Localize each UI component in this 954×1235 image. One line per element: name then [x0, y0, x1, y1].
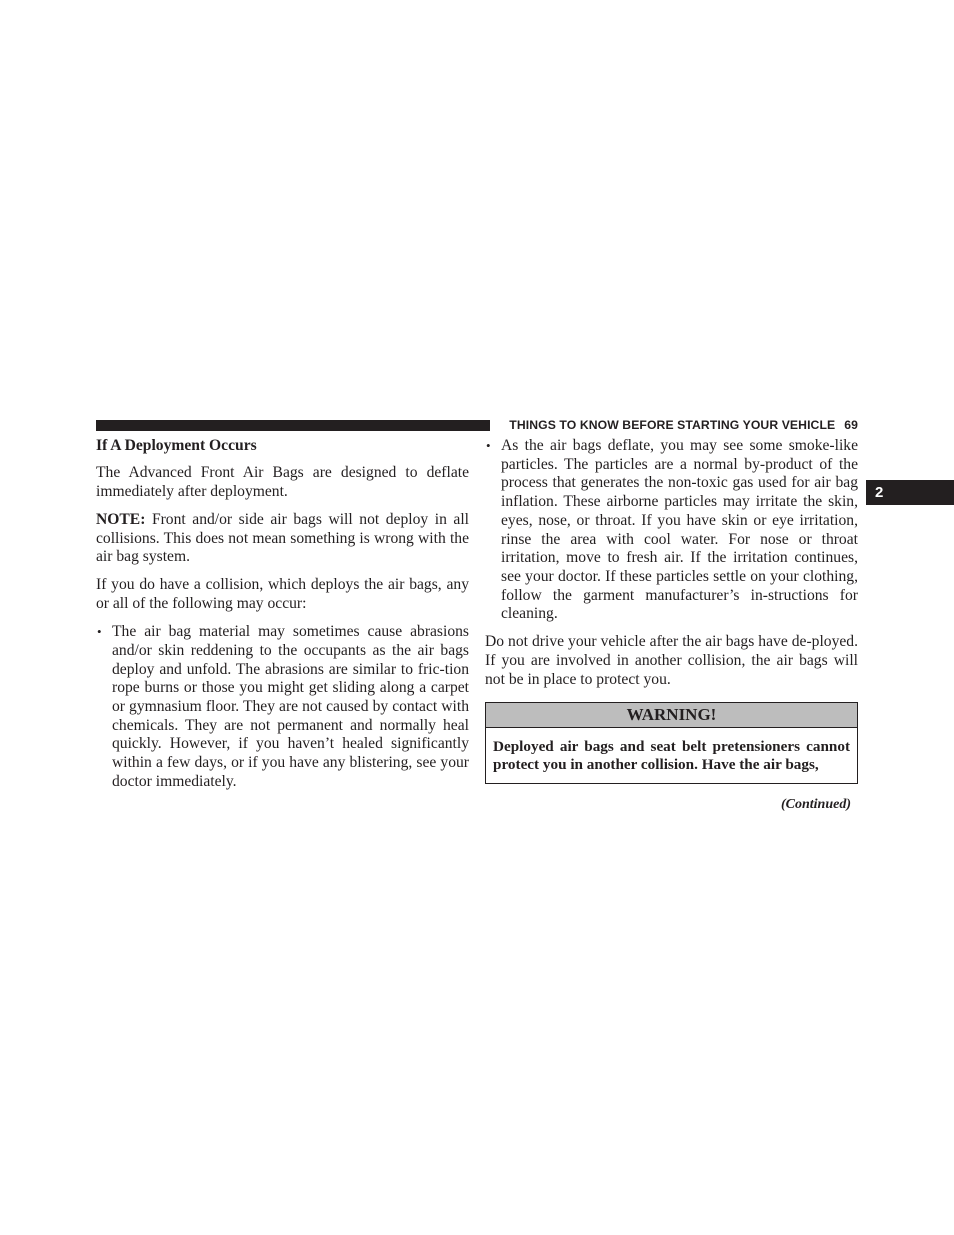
list-item-text: As the air bags deflate, you may see some smoke-like particles. The particles are a normal by-product of the process that generates the non-toxic gas used for air bag inflation. These airborne particles may irritate the skin, eyes, nose, or throat. If you have skin or eye irritation, rinse the area with cool water. For nose or throat irritation, move to fresh air. If the irritation continues, see your doctor. If these particles settle on your clothing, follow the garment manufacturer’s in-structions for cleaning. — [501, 437, 858, 623]
chapter-tab-number: 2 — [875, 484, 884, 501]
note-text: Front and/or side air bags will not deploy in all collisions. This does not mean something is wrong with the air bag system. — [96, 510, 469, 566]
paragraph-do-not-drive: Do not drive your vehicle after the air bags have de-ployed. If you are involved in another collision, the air bags will not be in place to protect you. — [485, 633, 858, 688]
chapter-tab — [866, 480, 954, 505]
list-item-text: The air bag material may sometimes cause abrasions and/or skin reddening to the occupants as the air bags deploy and unfold. The abrasions are similar to fric-tion rope burns or those you might get sliding along a carpet or gymnasium floor. They are not caused by contact with chemicals. They are not permanent and normally heal quickly. However, if you haven’t healed significantly within a few days, or if you have any blistering, see your doctor immediately. — [112, 623, 469, 790]
note-paragraph — [96, 511, 469, 567]
bullet-list-left — [96, 623, 469, 791]
section-heading: If A Deployment Occurs — [96, 437, 257, 454]
note-label: NOTE: — [96, 510, 146, 528]
bullet-icon: • — [486, 438, 491, 453]
header-rule-bar — [96, 420, 490, 431]
right-column — [485, 437, 858, 784]
list-item — [485, 437, 858, 624]
running-header — [498, 417, 858, 433]
left-column — [96, 437, 469, 801]
bullet-list-right — [485, 437, 858, 624]
warning-box — [485, 702, 858, 784]
continued-label: (Continued) — [780, 797, 851, 812]
paragraph-deflate: The Advanced Front Air Bags are designed to deflate immediately after deployment. — [96, 464, 469, 500]
bullet-icon: • — [97, 624, 102, 640]
warning-title: WARNING! — [486, 703, 857, 728]
list-item — [96, 623, 469, 791]
warning-text: Deployed air bags and seat belt pretensioners cannot protect you in another collision. Have the air bags, — [493, 737, 850, 774]
page-number: 69 — [844, 418, 858, 432]
paragraph-collision: If you do have a collision, which deploys the air bags, any or all of the following may occur: — [96, 576, 469, 613]
running-header-title: THINGS TO KNOW BEFORE STARTING YOUR VEHICLE — [509, 418, 836, 432]
